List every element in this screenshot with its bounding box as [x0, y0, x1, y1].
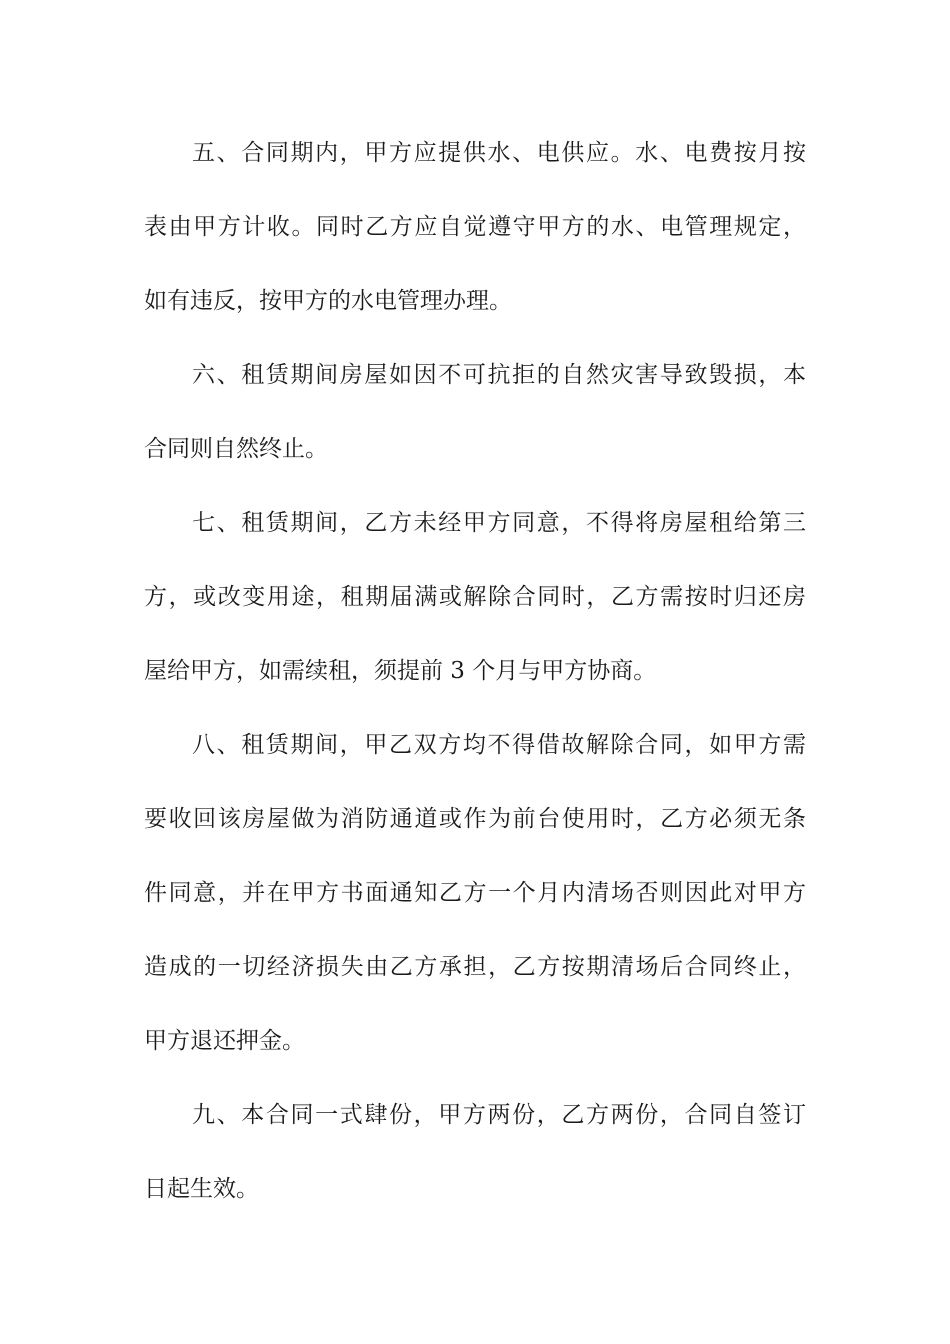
paragraph-line: 甲方退还押金。: [144, 1028, 305, 1054]
paragraph-line: 如有违反，按甲方的水电管理办理。: [144, 288, 512, 314]
clause-7-paragraph: [144, 486, 806, 708]
clause-5-paragraph: [144, 116, 806, 338]
paragraph-line: 六、租赁期间房屋如因不可抗拒的自然灾害导致毁损，本: [192, 362, 806, 388]
clause-8-paragraph: [144, 708, 806, 1078]
paragraph-line: 件同意，并在甲方书面通知乙方一个月内清场否则因此对甲方: [144, 880, 806, 906]
paragraph-line: 日起生效。: [144, 1176, 259, 1202]
paragraph-line: 五、合同期内，甲方应提供水、电供应。水、电费按月按: [192, 140, 806, 166]
paragraph-line: 表由甲方计收。同时乙方应自觉遵守甲方的水、电管理规定，: [144, 214, 806, 240]
paragraph-line: 九、本合同一式肆份，甲方两份，乙方两份，合同自签订: [192, 1102, 806, 1128]
clause-9-paragraph: [144, 1078, 806, 1226]
paragraph-line: 屋给甲方，如需续租，须提前 3 个月与甲方协商。: [144, 658, 657, 684]
clause-6-paragraph: [144, 338, 806, 486]
paragraph-line: 七、租赁期间，乙方未经甲方同意，不得将房屋租给第三: [192, 510, 806, 536]
paragraph-line: 造成的一切经济损失由乙方承担，乙方按期清场后合同终止，: [144, 954, 806, 980]
paragraph-line: 方，或改变用途，租期届满或解除合同时，乙方需按时归还房: [144, 584, 806, 610]
paragraph-line: 要收回该房屋做为消防通道或作为前台使用时，乙方必须无条: [144, 806, 806, 832]
paragraph-line: 合同则自然终止。: [144, 436, 328, 462]
paragraph-line: 八、租赁期间，甲乙双方均不得借故解除合同，如甲方需: [192, 732, 806, 758]
